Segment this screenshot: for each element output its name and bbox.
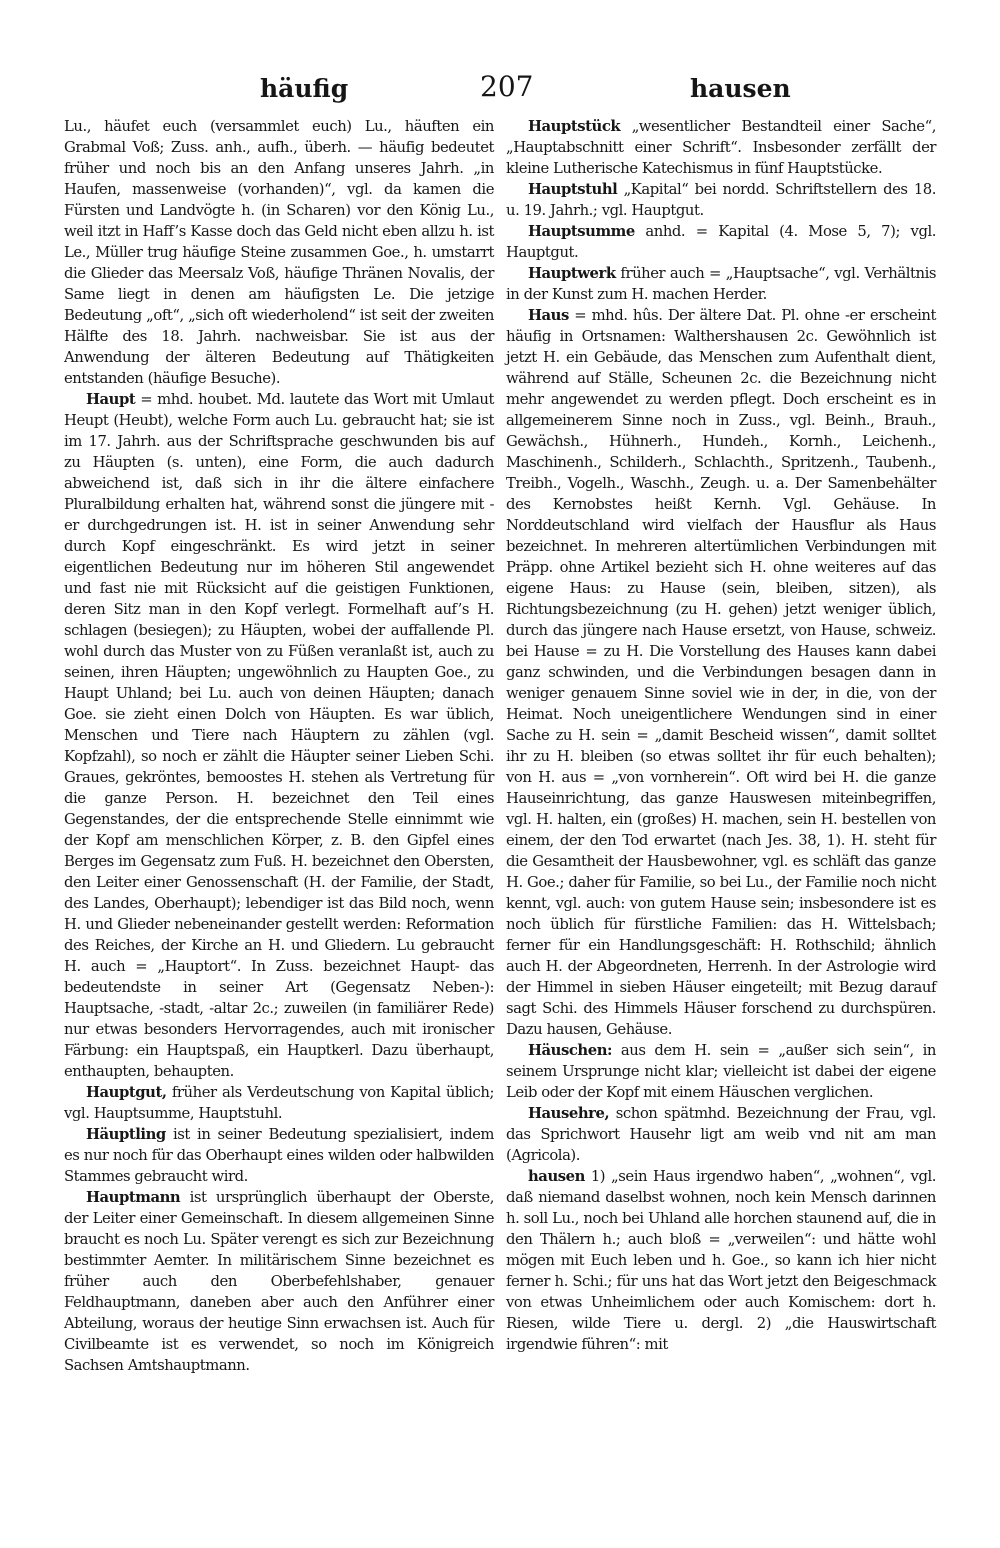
entry-hauptgut [64,1082,494,1124]
entry-term: Hauptstuhl [528,181,618,198]
entry-hauptstuhl [506,179,936,221]
entry-text: schon spätmhd. Bezeichnung der Frau, vgl. das Sprichwort Hausehr ligt am weib vnd nit am man (Agricola). [506,1105,936,1164]
entry-hauptwerk [506,263,936,305]
page-header [60,68,940,114]
entry-continuation [64,116,494,389]
entry-term: hausen [528,1168,585,1185]
entry-term: Hauptmann [86,1189,181,1206]
entry-haus [506,305,936,1040]
entry-text: früher auch = „Hauptsache“, vgl. Verhältnis in der Kunst zum H. machen Herder. [506,265,936,303]
right-column [506,116,936,1416]
entry-text: = mhd. hûs. Der ältere Dat. Pl. ohne -er erscheint häufig in Ortsnamen: Walthershausen 2c. Gewöhnlich ist jetzt H. ein Gebäude, das Menschen zum Aufenthalt dient, während auf Ställe, Scheunen 2c. die Bezeichnung nicht mehr angewendet zu werden pflegt. Doch erscheint es in allgemeinerem Sinne noch in Zuss., vgl. Beinh., Brauh., Gewächsh., Hühnerh., Hundeh., Kornh., Leichenh., Maschinenh., Schilderh., Schlachth., Spritzenh., Taubenh., Treibh., Vogelh., Waschh., Zeugh. u. a. Der Samenbehälter des Kernobstes heißt Kernh. Vgl. Gehäuse. In Norddeutschland wird vielfach der Hausflur als Haus bezeichnet. In mehreren altertümlichen Verbindungen mit Präpp. ohne Artikel bezieht sich H. ohne weiteres auf das eigene Haus: zu Hause (sein, bleiben, sitzen), als Richtungsbezeichnung (zu H. gehen) jetzt weniger üblich, durch das jüngere nach Hause ersetzt, von Hause, schweiz. bei Hause = zu H. Die Vorstellung des Hauses kann dabei ganz schwinden, und die Verbindungen besagen dann in weniger genauem Sinne soviel wie in der, in die, von der Heimat. Noch uneigentlichere Wendungen sind in einer Sache zu H. sein = „damit Bescheid wissen“, damit solltet ihr zu H. bleiben (so etwas solltet ihr für euch behalten); von H. aus = „von vornherein“. Oft wird bei H. die ganze Hauseinrichtung, das ganze Hauswesen miteinbegriffen, vgl. H. halten, ein (großes) H. machen, sein H. bestellen von einem, der den Tod erwartet (nach Jes. 38, 1). H. steht für die Gesamtheit der Hausbewohner, vgl. es schläft das ganze H. Goe.; daher für Familie, so bei Lu., der Familie noch nicht kennt, vgl. auch: von gutem Hause sein; insbesondere ist es noch üblich für fürstliche Familien: das H. Wittelsbach; ferner für ein Handlungsgeschäft: H. Rothschild; ähnlich auch H. der Abgeordneten, Herrenh. In der Astrologie wird der Himmel in sieben Häuser eingeteilt; mit Bezug darauf sagt Schi. des Himmels Häuser forschend zu durchspüren. Dazu hausen, Gehäuse. [506,307,936,1038]
entry-text: = mhd. houbet. Md. lautete das Wort mit Umlaut Heupt (Heubt), welche Form auch Lu. gebraucht hat; sie ist im 17. Jahrh. aus der Schriftsprache geschwunden bis auf zu Häupten (s. unten), eine Form, die auch dadurch abweichend ist, daß sich in ihr die ältere einfachere Pluralbildung erhalten hat, während sonst die jüngere mit -er durchgedrungen ist. H. ist in seiner Anwendung sehr durch Kopf eingeschränkt. Es wird jetzt in seiner eigentlichen Bedeutung nur im höheren Stil angewendet und fast nie mit Rücksicht auf die geistigen Funktionen, deren Sitz man in den Kopf verlegt. Formelhaft auf’s H. schlagen (besiegen); zu Häupten, wobei der auffallende Pl. wohl durch das Muster von zu Füßen veranlaßt ist, auch zu seinen, ihren Häupten; ungewöhnlich zu Haupten Goe., zu Haupt Uhland; bei Lu. auch von deinen Häupten; danach Goe. sie zieht einen Dolch von Häupten. Es war üblich, Menschen und Tiere nach Häuptern zu zählen (vgl. Kopfzahl), so noch er zählt die Häupter seiner Lieben Schi. Graues, gekröntes, bemoostes H. stehen als Vertretung für die ganze Person. H. bezeichnet den Teil eines Gegenstandes, der die entsprechende Stelle einnimmt wie der Kopf am menschlichen Körper, z. B. den Gipfel eines Berges im Gegensatz zum Fuß. H. bezeichnet den Obersten, den Leiter einer Genossenschaft (H. der Familie, der Stadt, des Landes, Oberhaupt); lebendiger ist das Bild noch, wenn H. und Glieder nebeneinander gestellt werden: Reformation des Reiches, der Kirche an H. und Gliedern. Lu gebraucht H. auch = „Hauptort“. In Zuss. bezeichnet Haupt- das bedeutendste in seiner Art (Gegensatz Neben-): Hauptsache, -stadt, -altar 2c.; zuweilen (in familiärer Rede) nur etwas besonders Hervorragendes, auch mit ironischer Färbung: ein Hauptspaß, ein Hauptkerl. Dazu überhaupt, enthaupten, behaupten. [64,391,494,1080]
entry-term: Hauptwerk [528,265,616,282]
entry-text: anhd. = Kapital (4. Mose 5, 7); vgl. Hauptgut. [506,223,936,261]
entry-haeuptling [64,1124,494,1187]
entry-term: Hausehre, [528,1105,610,1122]
entry-term: Hauptgut, [86,1084,167,1101]
entry-text: ist ursprünglich überhaupt der Oberste, der Leiter einer Gemeinschaft. In diesem allgemeinen Sinne braucht es noch Lu. Später verengt es sich zur Bezeichnung bestimmter Aemter. In militärischem Sinne bezeichnet es früher auch den Oberbefehlshaber, genauer Feldhauptmann, daneben aber auch den Anführer einer Abteilung, woraus der heutige Sinn erwachsen ist. Auch für Civilbeamte ist es verwendet, so noch im Königreich Sachsen Amtshauptmann. [64,1189,494,1374]
entry-text: „Kapital“ bei nordd. Schriftstellern des 18. u. 19. Jahrh.; vgl. Hauptgut. [506,181,936,219]
entry-hauptmann [64,1187,494,1376]
entry-term: Hauptsumme [528,223,635,240]
entry-term: Hauptstück [528,118,621,135]
entry-text: ist in seiner Bedeutung spezialisiert, indem es nur noch für das Oberhaupt eines wilden oder halbwilden Stammes gebraucht wird. [64,1126,494,1185]
entry-hausehre [506,1103,936,1166]
entry-term: Haus [528,307,569,324]
entry-text: Lu., häufet euch (versammlet euch) Lu., häuften ein Grabmal Voß; Zuss. anh., aufh., überh. — häufig bedeutet früher und noch bis an den Anfang unseres Jahrh. „in Haufen, massenweise (vorhanden)“, vgl. da kamen die Fürsten und Landvögte h. (in Scharen) vor den König Lu., weil itzt in Haff’s Kasse doch das Geld nicht eben allzu h. ist Le., Müller trug häufige Steine zusammen Goe., h. umstarrt die Glieder das Meersalz Voß, häufige Thränen Novalis, der Same liegt in denen am häufigsten Le. Die jetzige Bedeutung „oft“, „sich oft wiederholend“ ist seit der zweiten Hälfte des 18. Jahrh. nachweisbar. Sie ist aus der Anwendung der älteren Bedeutung auf Thätigkeiten entstanden (häufige Besuche). [64,118,494,387]
entry-haupt [64,389,494,1082]
entry-text: früher als Verdeutschung von Kapital üblich; vgl. Hauptsumme, Hauptstuhl. [64,1084,494,1122]
header-left-catchword: häufig [260,74,349,103]
entry-term: Häuschen: [528,1042,613,1059]
entry-text: aus dem H. sein = „außer sich sein“, in seinem Ursprunge nicht klar; vielleicht ist dabei der eigene Leib oder der Kopf mit einem Häuschen verglichen. [506,1042,936,1101]
page-number: 207 [480,70,534,103]
entry-hauptstueck [506,116,936,179]
entry-term: Haupt [86,391,136,408]
entry-text: 1) „sein Haus irgendwo haben“, „wohnen“, vgl. daß niemand daselbst wohnen, noch kein Mensch darinnen h. soll Lu., noch bei Uhland alle horchen staunend auf, die in den Thälern h.; auch bloß = „verweilen“: und hätte wohl mögen mit Euch leben und h. Goe., so kann ich hier nicht ferner h. Schi.; für uns hat das Wort jetzt den Beigeschmack von etwas Unheimlichem oder auch Komischem: dort h. Riesen, wilde Tiere u. dergl. 2) „die Hauswirtschaft irgendwie führen“: mit [506,1168,936,1353]
entry-text: „wesentlicher Bestandteil einer Sache“, „Hauptabschnitt einer Schrift“. Insbesonder zerfällt der kleine Lutherische Katechismus in fünf Hauptstücke. [506,118,936,177]
entry-term: Häuptling [86,1126,166,1143]
left-column [64,116,494,1416]
entry-hauptsumme [506,221,936,263]
entry-hausen [506,1166,936,1355]
header-right-catchword: hausen [690,74,791,103]
entry-haeuschen [506,1040,936,1103]
